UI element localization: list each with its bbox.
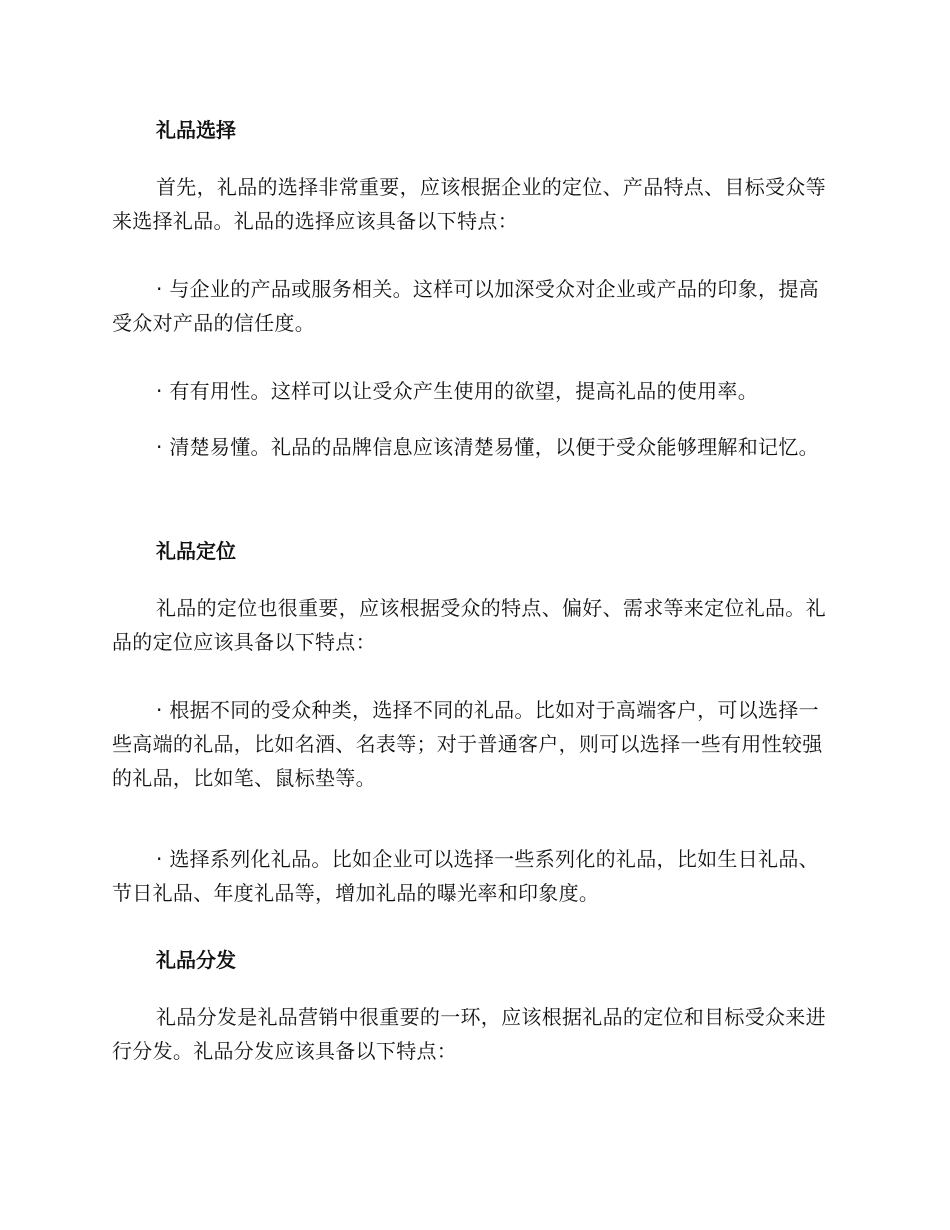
bullet-clear-and-understandable: · 清楚易懂。礼品的品牌信息应该清楚易懂，以便于受众能够理解和记忆。: [156, 435, 819, 459]
bullet-serialized-gifts: · 选择系列化礼品。比如企业可以选择一些系列化的礼品，比如生日礼品、节日礼品、年度礼品等，增加礼品的曝光率和印象度。: [112, 847, 819, 905]
paragraph-positioning-intro: 礼品的定位也很重要，应该根据受众的特点、偏好、需求等来定位礼品。礼品的定位应该具备以下特点：: [112, 596, 826, 654]
section-heading-gift-distribution: 礼品分发: [156, 948, 236, 972]
bullet-related-to-product: · 与企业的产品或服务相关。这样可以加深受众对企业或产品的印象，提高受众对产品的信任度。: [112, 277, 819, 335]
section-heading-gift-selection: 礼品选择: [156, 118, 236, 142]
paragraph-distribution-intro: 礼品分发是礼品营销中很重要的一环，应该根据礼品的定位和目标受众来进行分发。礼品分发应该具备以下特点：: [112, 1005, 826, 1063]
bullet-different-audiences: · 根据不同的受众种类，选择不同的礼品。比如对于高端客户，可以选择一些高端的礼品，比如名酒、名表等；对于普通客户，则可以选择一些有用性较强的礼品，比如笔、鼠标垫等。: [112, 698, 823, 790]
section-heading-gift-positioning: 礼品定位: [156, 539, 236, 563]
paragraph-selection-intro: 首先，礼品的选择非常重要，应该根据企业的定位、产品特点、目标受众等来选择礼品。礼品的选择应该具备以下特点：: [112, 175, 826, 233]
bullet-usefulness: · 有有用性。这样可以让受众产生使用的欲望，提高礼品的使用率。: [156, 379, 759, 403]
